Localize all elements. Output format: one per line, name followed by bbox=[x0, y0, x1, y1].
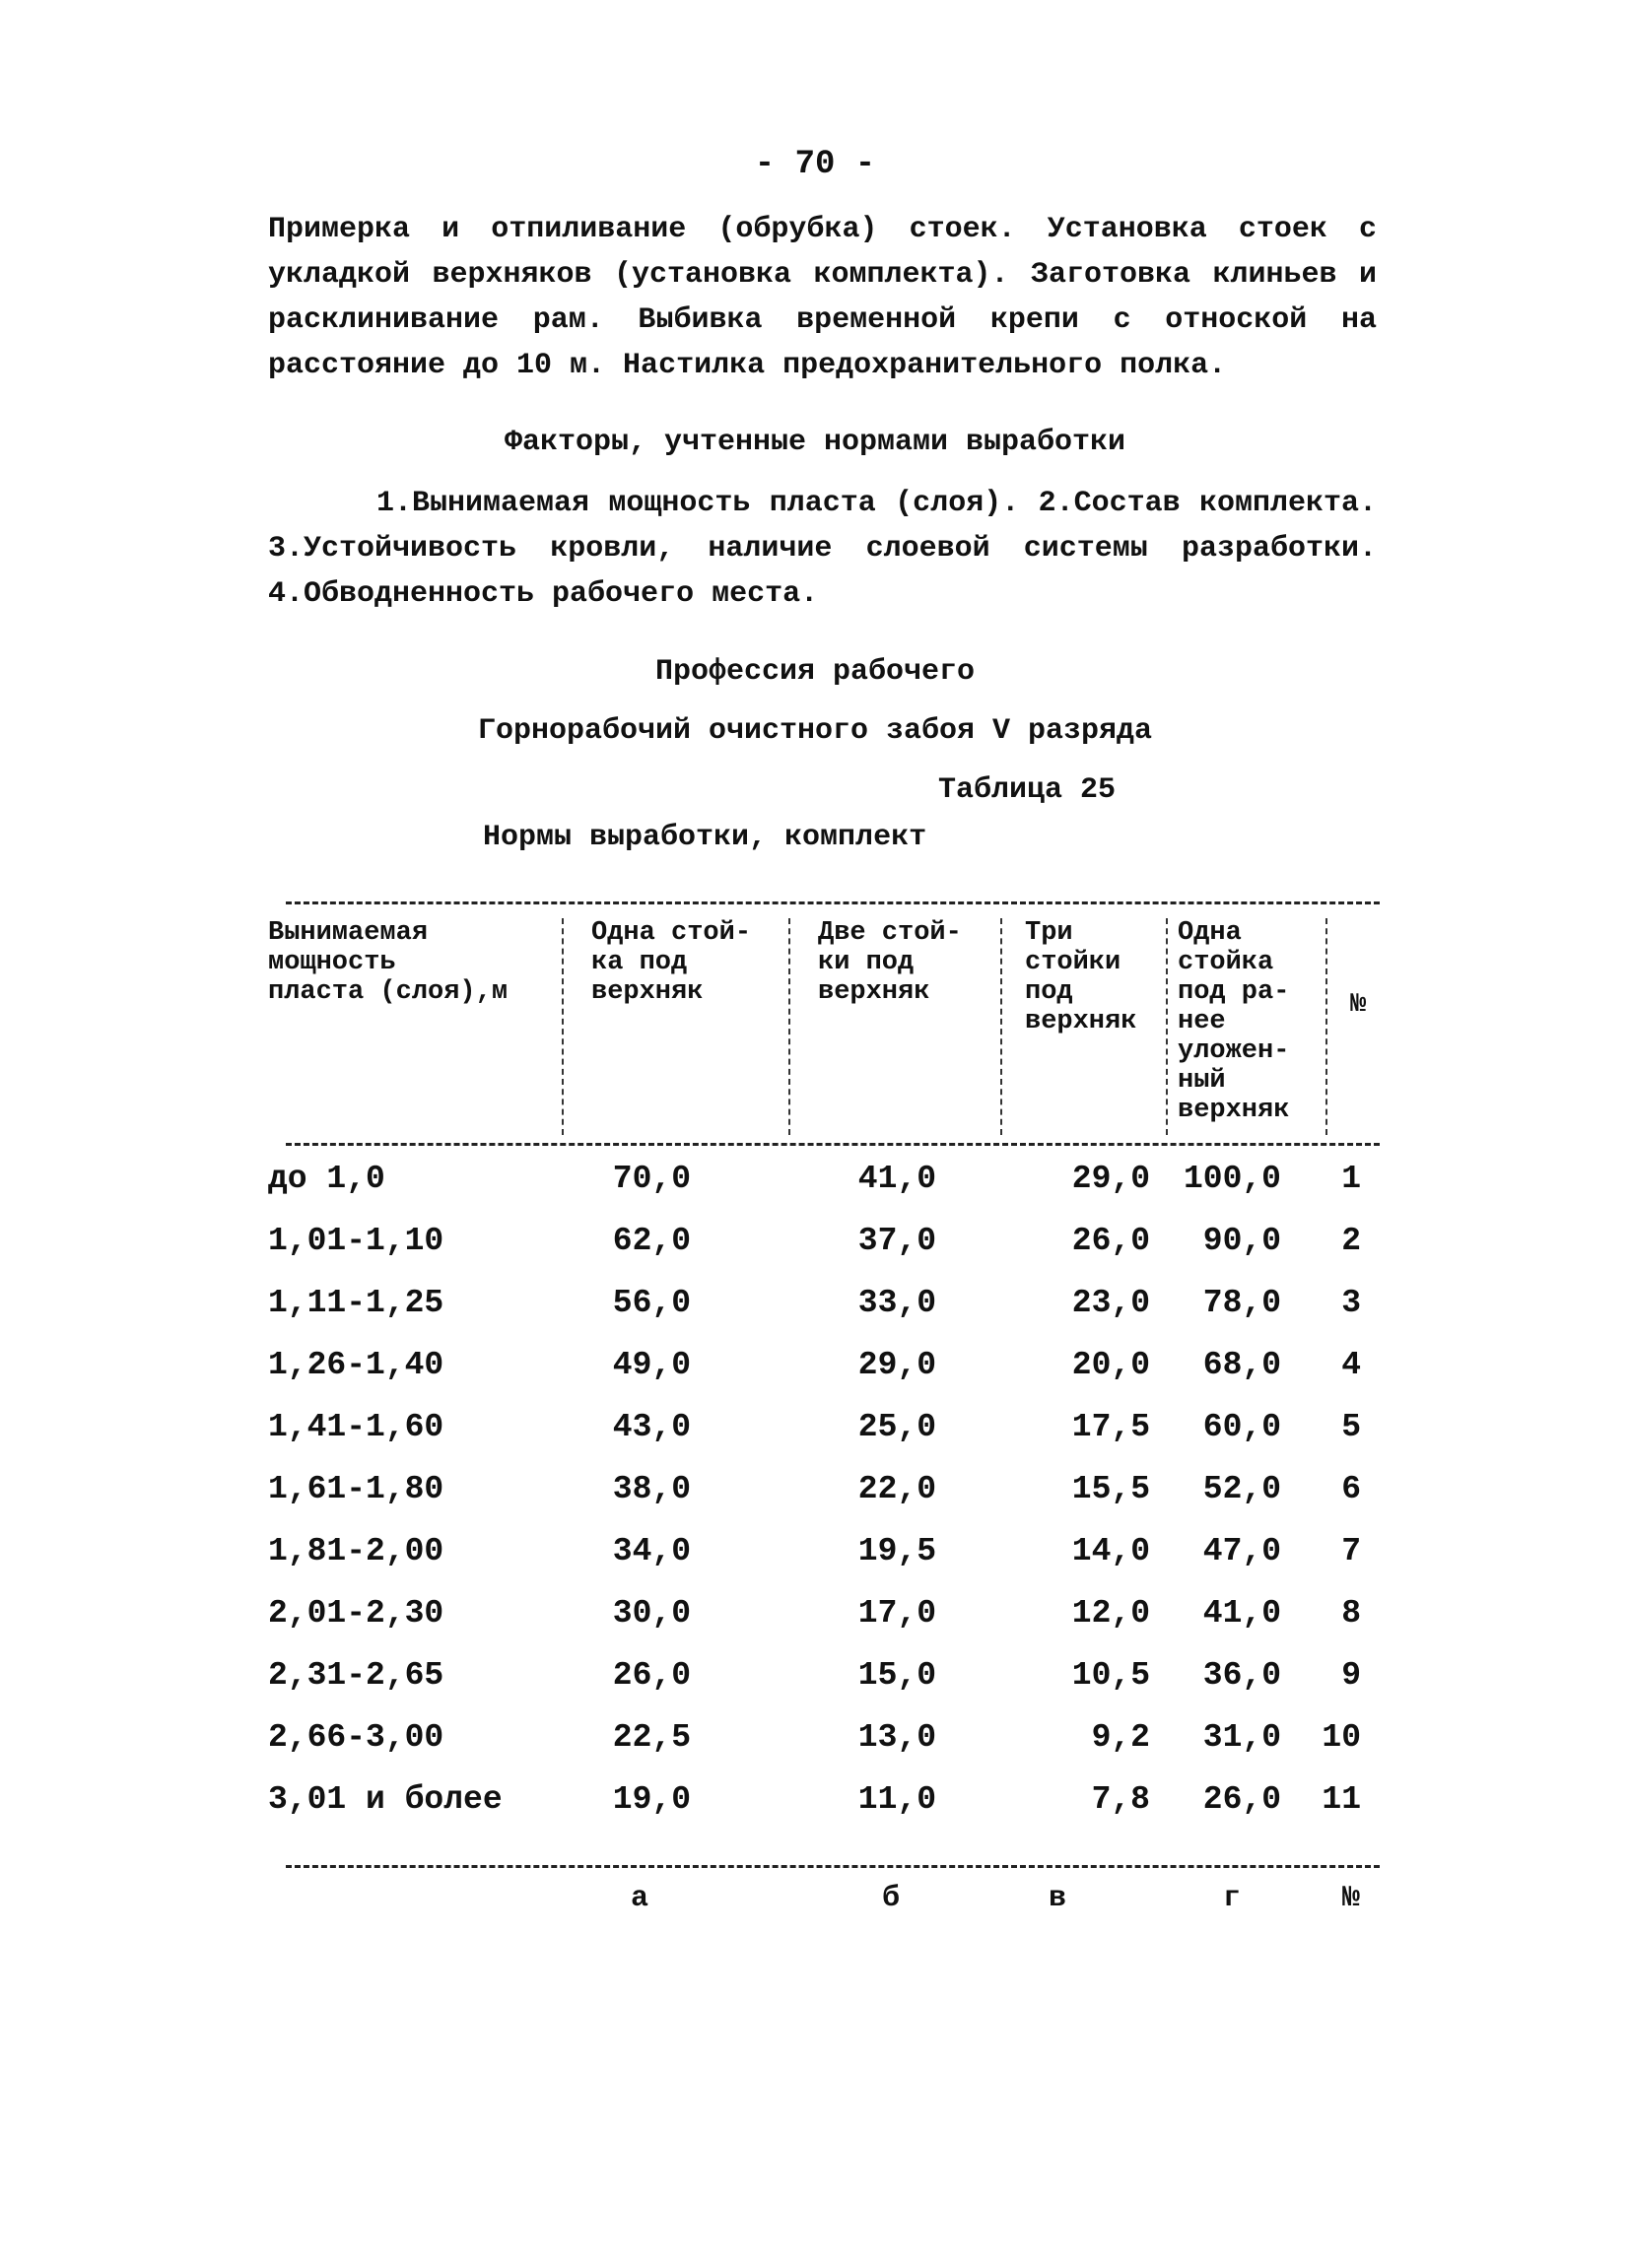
row-number: 10 bbox=[1322, 1719, 1361, 1756]
row-col-d: 52,0 bbox=[1202, 1471, 1281, 1507]
row-number: 6 bbox=[1341, 1471, 1361, 1507]
header-col-num: № bbox=[1350, 990, 1367, 1020]
row-col-a: 62,0 bbox=[612, 1223, 691, 1259]
footer-col-d: г bbox=[1223, 1882, 1242, 1915]
row-col-c: 7,8 bbox=[1091, 1781, 1150, 1818]
row-col-c: 9,2 bbox=[1091, 1719, 1150, 1756]
row-col-d: 68,0 bbox=[1202, 1347, 1281, 1383]
footer-col-b: б bbox=[882, 1882, 901, 1915]
row-col-b: 17,0 bbox=[857, 1595, 936, 1632]
row-number: 2 bbox=[1341, 1223, 1361, 1259]
row-col-b: 37,0 bbox=[857, 1223, 936, 1259]
row-col-a: 38,0 bbox=[612, 1471, 691, 1507]
table-row bbox=[0, 1719, 1630, 1780]
row-col-b: 11,0 bbox=[857, 1781, 936, 1818]
row-thickness: 1,61-1,80 bbox=[268, 1471, 444, 1507]
row-col-a: 49,0 bbox=[612, 1347, 691, 1383]
table-top-rule bbox=[286, 901, 1380, 904]
row-col-b: 29,0 bbox=[857, 1347, 936, 1383]
page-number: - 70 - bbox=[754, 146, 876, 183]
row-col-a: 30,0 bbox=[612, 1595, 691, 1632]
row-col-b: 22,0 bbox=[857, 1471, 936, 1507]
row-number: 11 bbox=[1322, 1781, 1361, 1818]
row-col-d: 36,0 bbox=[1202, 1657, 1281, 1694]
footer-col-num: № bbox=[1342, 1882, 1361, 1915]
header-separator bbox=[1000, 918, 1002, 1135]
row-col-c: 15,5 bbox=[1071, 1471, 1150, 1507]
intro-paragraph: Примерка и отпиливание (обрубка) стоек. Установка стоек с укладкой верхняков (установка комплекта). Заготовка клиньев и расклинивание рам. Выбивка временной крепи с отноской на расстояние до 10 м. Настилка предохранительного полка. bbox=[268, 213, 1377, 382]
footer-col-a: а bbox=[631, 1882, 649, 1915]
row-number: 9 bbox=[1341, 1657, 1361, 1694]
row-col-b: 33,0 bbox=[857, 1285, 936, 1321]
row-number: 3 bbox=[1341, 1285, 1361, 1321]
row-col-d: 47,0 bbox=[1202, 1533, 1281, 1569]
row-thickness: 1,41-1,60 bbox=[268, 1409, 444, 1445]
row-col-b: 41,0 bbox=[857, 1161, 936, 1197]
header-col-b: Две стой- ки под верхняк bbox=[818, 918, 962, 1007]
table-row bbox=[0, 1781, 1630, 1842]
row-col-d: 100,0 bbox=[1183, 1161, 1281, 1197]
table-title: Нормы выработки, комплект bbox=[483, 821, 927, 854]
table-row bbox=[0, 1471, 1630, 1532]
table-row bbox=[0, 1409, 1630, 1470]
row-thickness: 1,81-2,00 bbox=[268, 1533, 444, 1569]
row-col-d: 90,0 bbox=[1202, 1223, 1281, 1259]
row-col-b: 15,0 bbox=[857, 1657, 936, 1694]
header-col-d: Одна стойка под ра- нее уложен- ный верхняк bbox=[1178, 918, 1290, 1125]
row-col-a: 56,0 bbox=[612, 1285, 691, 1321]
factors-heading: Факторы, учтенные нормами выработки bbox=[504, 426, 1126, 459]
header-col-c: Три стойки под верхняк bbox=[1025, 918, 1137, 1036]
footer-col-c: в bbox=[1049, 1882, 1067, 1915]
row-number: 4 bbox=[1341, 1347, 1361, 1383]
row-col-b: 13,0 bbox=[857, 1719, 936, 1756]
row-col-a: 70,0 bbox=[612, 1161, 691, 1197]
row-thickness: 1,26-1,40 bbox=[268, 1347, 444, 1383]
row-thickness: 1,01-1,10 bbox=[268, 1223, 444, 1259]
table-row bbox=[0, 1347, 1630, 1408]
table-row bbox=[0, 1223, 1630, 1284]
row-col-c: 14,0 bbox=[1071, 1533, 1150, 1569]
row-number: 5 bbox=[1341, 1409, 1361, 1445]
row-col-c: 20,0 bbox=[1071, 1347, 1150, 1383]
row-col-b: 19,5 bbox=[857, 1533, 936, 1569]
row-col-d: 78,0 bbox=[1202, 1285, 1281, 1321]
row-col-a: 43,0 bbox=[612, 1409, 691, 1445]
row-col-c: 26,0 bbox=[1071, 1223, 1150, 1259]
header-separator bbox=[788, 918, 790, 1135]
row-col-a: 34,0 bbox=[612, 1533, 691, 1569]
row-col-c: 29,0 bbox=[1071, 1161, 1150, 1197]
row-col-d: 31,0 bbox=[1202, 1719, 1281, 1756]
row-col-d: 60,0 bbox=[1202, 1409, 1281, 1445]
row-col-b: 25,0 bbox=[857, 1409, 936, 1445]
header-separator bbox=[1325, 918, 1327, 1135]
header-col-a: Одна стой- ка под верхняк bbox=[591, 918, 752, 1007]
row-col-a: 26,0 bbox=[612, 1657, 691, 1694]
row-thickness: 3,01 и более bbox=[268, 1781, 503, 1818]
table-row bbox=[0, 1161, 1630, 1222]
row-col-a: 22,5 bbox=[612, 1719, 691, 1756]
row-number: 1 bbox=[1341, 1161, 1361, 1197]
row-col-c: 12,0 bbox=[1071, 1595, 1150, 1632]
row-thickness: 2,01-2,30 bbox=[268, 1595, 444, 1632]
table-row bbox=[0, 1595, 1630, 1656]
worker-grade: Горнорабочий очистного забоя V разряда bbox=[477, 714, 1153, 748]
row-col-c: 10,5 bbox=[1071, 1657, 1150, 1694]
table-row bbox=[0, 1285, 1630, 1346]
row-number: 7 bbox=[1341, 1533, 1361, 1569]
row-col-d: 41,0 bbox=[1202, 1595, 1281, 1632]
table-row bbox=[0, 1657, 1630, 1718]
row-thickness: 2,66-3,00 bbox=[268, 1719, 444, 1756]
row-col-d: 26,0 bbox=[1202, 1781, 1281, 1818]
row-thickness: 2,31-2,65 bbox=[268, 1657, 444, 1694]
header-thickness: Вынимаемая мощность пласта (слоя),м bbox=[268, 918, 509, 1007]
row-thickness: 1,11-1,25 bbox=[268, 1285, 444, 1321]
table-bottom-rule bbox=[286, 1865, 1380, 1868]
row-col-c: 17,5 bbox=[1071, 1409, 1150, 1445]
profession-heading: Профессия рабочего bbox=[654, 655, 976, 689]
table-row bbox=[0, 1533, 1630, 1594]
row-col-c: 23,0 bbox=[1071, 1285, 1150, 1321]
row-thickness: до 1,0 bbox=[268, 1161, 385, 1197]
row-number: 8 bbox=[1341, 1595, 1361, 1632]
table-header-rule bbox=[286, 1143, 1380, 1146]
row-col-a: 19,0 bbox=[612, 1781, 691, 1818]
header-separator bbox=[562, 918, 564, 1135]
factors-paragraph: 1.Вынимаемая мощность пласта (слоя). 2.Состав комплекта. 3.Устойчивость кровли, наличие слоевой системы разработки. 4.Обводненность рабочего места. bbox=[268, 487, 1377, 611]
header-separator bbox=[1166, 918, 1168, 1135]
table-label: Таблица 25 bbox=[938, 773, 1117, 807]
